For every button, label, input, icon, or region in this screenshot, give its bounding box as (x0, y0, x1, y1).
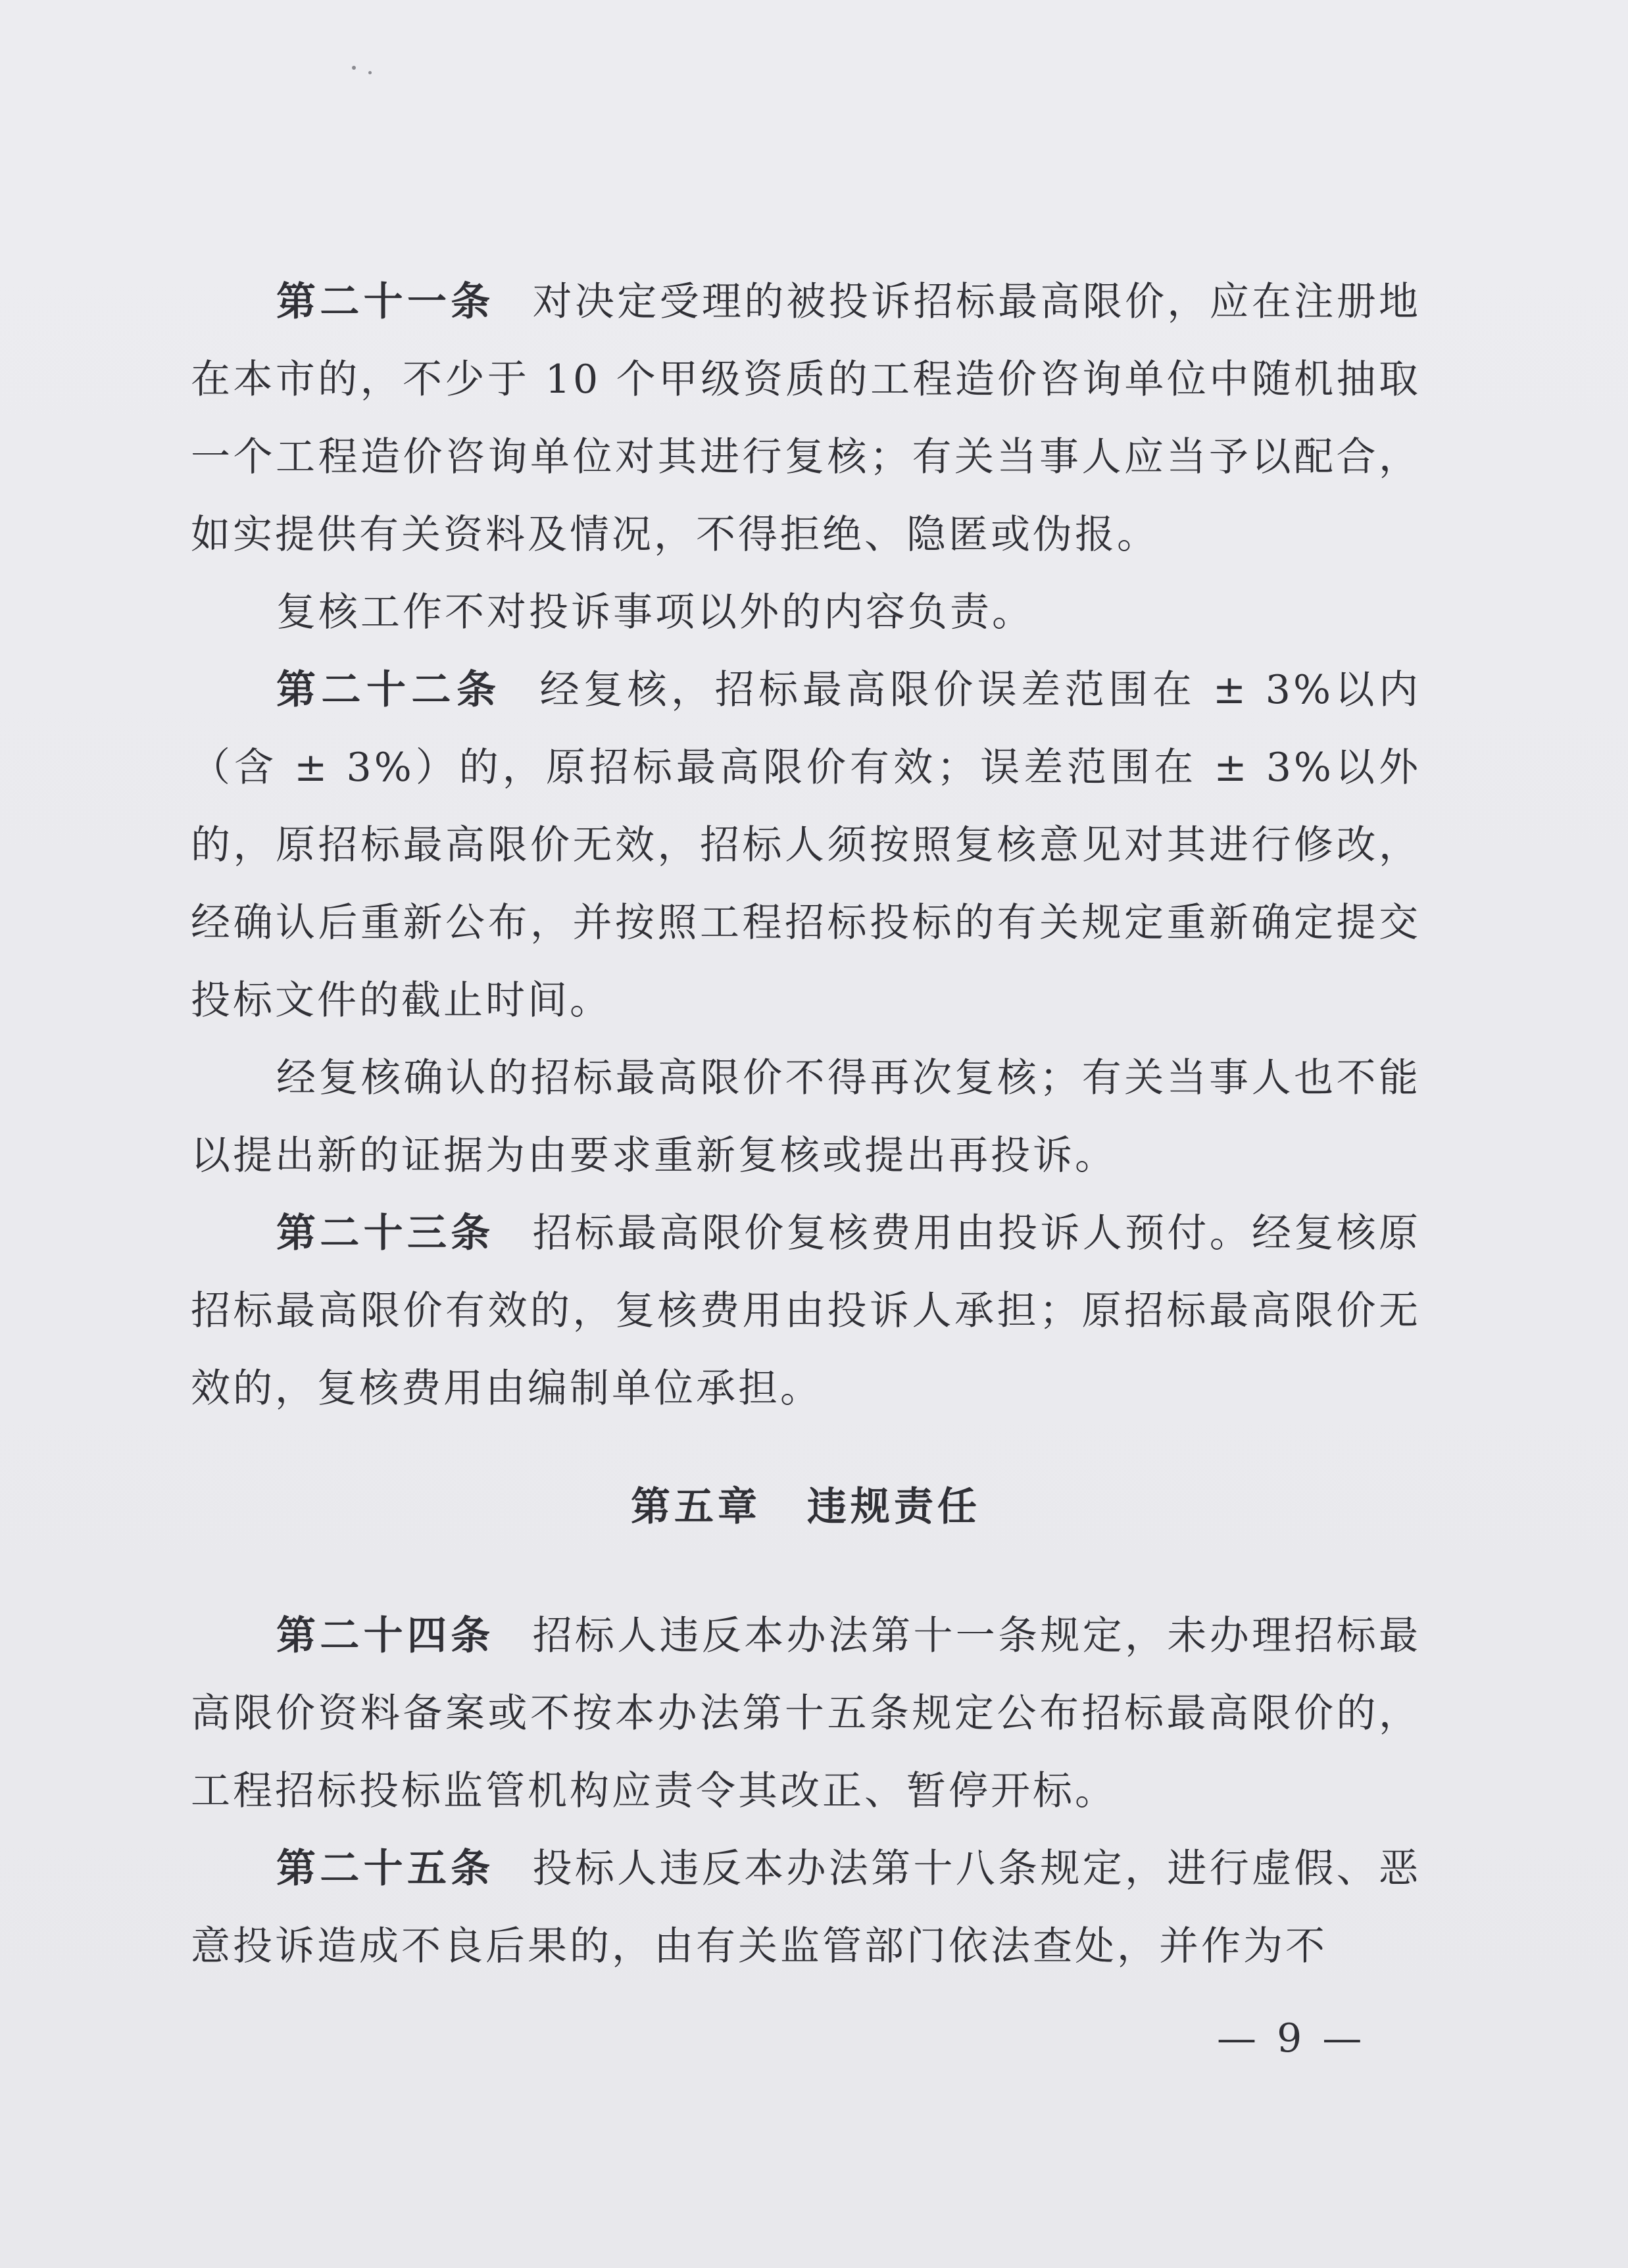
document-body (191, 263, 1421, 1985)
scan-speck (368, 71, 372, 74)
article-text: 投标人违反本办法第十八条规定，进行虚假、恶意投诉造成不良后果的，由有关监管部门依法查处，并作为不 (191, 1846, 1421, 1969)
article-number: 第二十三条 (276, 1210, 495, 1256)
article-number: 第二十一条 (276, 279, 495, 325)
article-23 (191, 1195, 1421, 1427)
chapter-heading (191, 1427, 1421, 1597)
paragraph (191, 574, 1421, 651)
article-number: 第二十四条 (276, 1613, 495, 1659)
chapter-number: 第五章 (631, 1484, 761, 1530)
page-number: — 9 — (1217, 2015, 1366, 2061)
article-text: 对决定受理的被投诉招标最高限价，应在注册地在本市的，不少于 10 个甲级资质的工程造价咨询单位中随机抽取一个工程造价咨询单位对其进行复核；有关当事人应当予以配合，如实提供有关资料及情况，不得拒绝、隐匿或伪报。 (191, 279, 1421, 558)
article-number: 第二十五条 (276, 1846, 495, 1892)
article-25 (191, 1830, 1421, 1985)
paragraph (191, 1039, 1421, 1195)
scan-speck (352, 66, 356, 70)
paragraph-text: 复核工作不对投诉事项以外的内容负责。 (276, 589, 1034, 635)
article-text: 招标人违反本办法第十一条规定，未办理招标最高限价资料备案或不按本办法第十五条规定公布招标最高限价的，工程招标投标监管机构应责令其改正、暂停开标。 (191, 1613, 1421, 1814)
article-number: 第二十二条 (276, 667, 502, 713)
article-24 (191, 1597, 1421, 1830)
article-text: 经复核，招标最高限价误差范围在 ± 3%以内（含 ± 3%）的，原招标最高限价有效；误差范围在 ± 3%以外的，原招标最高限价无效，招标人须按照复核意见对其进行修改，经确认后重新公布，并按照工程招标投标的有关规定重新确定提交投标文件的截止时间。 (191, 667, 1421, 1023)
chapter-title: 违规责任 (807, 1484, 981, 1530)
article-21 (191, 263, 1421, 574)
article-22 (191, 651, 1421, 1039)
article-text: 招标最高限价复核费用由投诉人预付。经复核原招标最高限价有效的，复核费用由投诉人承担；原招标最高限价无效的，复核费用由编制单位承担。 (191, 1210, 1421, 1412)
paragraph-text: 经复核确认的招标最高限价不得再次复核；有关当事人也不能以提出新的证据为由要求重新复核或提出再投诉。 (191, 1055, 1421, 1179)
